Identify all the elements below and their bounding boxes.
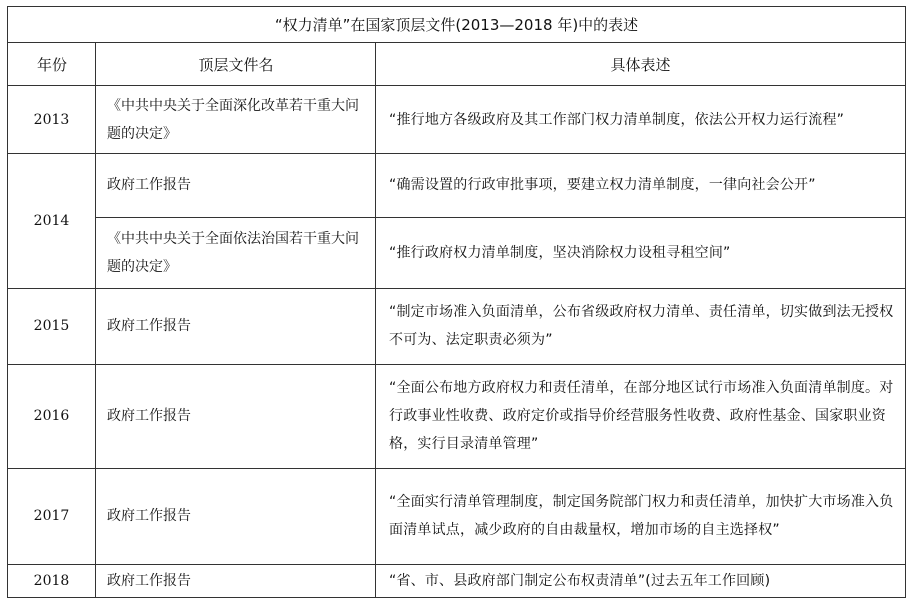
- column-divider: [95, 43, 96, 597]
- header-doc: 顶层文件名: [96, 43, 376, 86]
- header-year: 年份: [8, 43, 96, 86]
- year-cell: 2014: [33, 212, 70, 229]
- document-cell: 《中共中央关于全面深化改革若干重大问题的决定》: [107, 97, 359, 142]
- policy-table: [7, 6, 906, 598]
- year-cell: 2017: [33, 508, 70, 524]
- year-cell: 2013: [33, 111, 70, 128]
- year-cell: 2015: [33, 318, 70, 334]
- description-cell: “制定市场准入负面清单，公布省级政府权力清单、责任清单，切实做到法无授权不可为、法定职责必须为”: [389, 304, 894, 348]
- year-cell: 2018: [33, 572, 70, 589]
- document-cell: 政府工作报告: [107, 508, 191, 524]
- header-desc: 具体表述: [376, 43, 905, 86]
- document-cell: 《中共中央关于全面依法治国若干重大问题的决定》: [107, 230, 359, 275]
- description-cell: “全面公布地方政府权力和责任清单，在部分地区试行市场准入负面清单制度。对行政事业性收费、政府定价或指导价经营服务性收费、政府性基金、国家职业资格，实行目录清单管理”: [389, 380, 894, 452]
- table-title: “权力清单”在国家顶层文件(2013—2018 年)中的表述: [8, 7, 905, 43]
- description-cell: “推行地方各级政府及其工作部门权力清单制度，依法公开权力运行流程”: [389, 111, 845, 128]
- description-cell: “省、市、县政府部门制定公布权责清单”(过去五年工作回顾): [389, 572, 771, 589]
- document-cell: 政府工作报告: [107, 177, 191, 193]
- document-cell: 政府工作报告: [107, 318, 191, 334]
- document-cell: 政府工作报告: [107, 408, 191, 424]
- description-cell: “确需设置的行政审批事项，要建立权力清单制度，一律向社会公开”: [389, 177, 816, 193]
- description-cell: “全面实行清单管理制度，制定国务院部门权力和责任清单，加快扩大市场准入负面清单试点，减少政府的自由裁量权，增加市场的自主选择权”: [389, 494, 894, 538]
- column-divider: [375, 43, 376, 597]
- description-cell: “推行政府权力清单制度，坚决消除权力设租寻租空间”: [389, 244, 731, 261]
- document-cell: 政府工作报告: [107, 572, 191, 589]
- year-cell: 2016: [33, 408, 70, 424]
